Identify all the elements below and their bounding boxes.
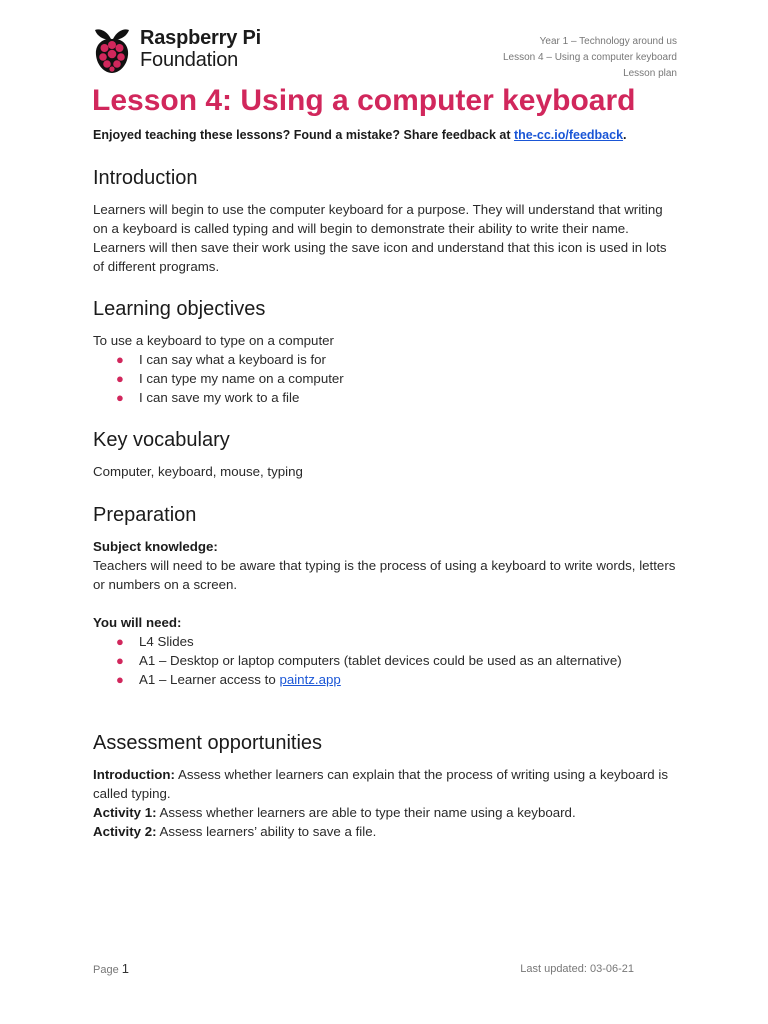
assessment-item: Activity 1: Assess whether learners are able to type their name using a keyboard. <box>93 805 576 820</box>
feedback-link[interactable]: the-cc.io/feedback <box>513 128 624 142</box>
meta-course: Year 1 – Technology around us <box>539 36 677 47</box>
preparation-section <box>93 504 678 689</box>
assessment-item: Introduction: Assess whether learners can explain that the process of writing using a keyboard is called typing. <box>93 767 668 801</box>
list-item: ● I can save my work to a file <box>116 390 300 405</box>
meta-lesson: Lesson 4 – Using a computer keyboard <box>503 52 677 63</box>
bullet-dot-icon: ● <box>116 371 124 386</box>
feedback-text: Enjoyed teaching these lessons? Found a mistake? Share feedback at <box>93 128 514 142</box>
subject-knowledge-label: Subject knowledge: <box>93 539 218 554</box>
list-item: ● A1 – Desktop or laptop computers (tablet devices could be used as an alternative) <box>116 653 622 668</box>
objectives-intro: To use a keyboard to type on a computer <box>93 333 334 348</box>
bullet-dot-icon: ● <box>116 352 124 367</box>
assessment-section <box>93 732 678 841</box>
meta-doc-type: Lesson plan <box>623 68 677 79</box>
bullet-dot-icon: ● <box>116 672 124 687</box>
bullet-dot-icon: ● <box>116 653 124 668</box>
objectives-list <box>93 350 678 407</box>
vocabulary-heading: Key vocabulary <box>93 429 230 451</box>
preparation-heading: Preparation <box>93 504 197 526</box>
you-will-need-list <box>93 632 678 689</box>
list-item: ● I can type my name on a computer <box>116 371 344 386</box>
page-number: Page 1 <box>93 961 129 976</box>
introduction-body: Learners will begin to use the computer keyboard for a purpose. They will understand that writing on a keyboard is called typing and will begin to demonstrate their ability to write their name. Learners will then save their work using the save icon and understand that this icon is used in lots of different programs. <box>93 202 667 274</box>
brand-name <box>140 28 261 71</box>
introduction-section <box>93 167 678 276</box>
brand-logo <box>92 25 261 75</box>
raspberry-logo-icon <box>92 25 132 75</box>
feedback-end: . <box>623 128 627 142</box>
page-title: Lesson 4: Using a computer keyboard <box>92 84 636 117</box>
objectives-section <box>93 298 678 407</box>
list-item: ● L4 Slides <box>116 634 194 649</box>
assessment-heading: Assessment opportunities <box>93 732 323 754</box>
brand-line1: Raspberry Pi <box>140 27 261 50</box>
document-meta <box>503 34 677 82</box>
list-item: ● I can say what a keyboard is for <box>116 352 326 367</box>
subject-knowledge-body: Teachers will need to be aware that typing is the process of using a keyboard to write words, letters or numbers on a screen. <box>93 558 676 592</box>
brand-line2: Foundation <box>140 49 239 71</box>
feedback-line <box>93 128 627 142</box>
bullet-dot-icon: ● <box>116 634 124 649</box>
vocabulary-section <box>93 429 678 481</box>
objectives-heading: Learning objectives <box>93 298 266 320</box>
paintz-link[interactable]: paintz.app <box>279 672 341 687</box>
bullet-dot-icon: ● <box>116 390 124 405</box>
introduction-heading: Introduction <box>93 167 198 189</box>
vocabulary-body: Computer, keyboard, mouse, typing <box>93 464 303 479</box>
you-will-need-label: You will need: <box>93 615 182 630</box>
last-updated: Last updated: 03-06-21 <box>520 963 634 975</box>
assessment-item: Activity 2: Assess learners’ ability to save a file. <box>93 824 377 839</box>
list-item: ● A1 – Learner access to paintz.app <box>116 672 341 687</box>
